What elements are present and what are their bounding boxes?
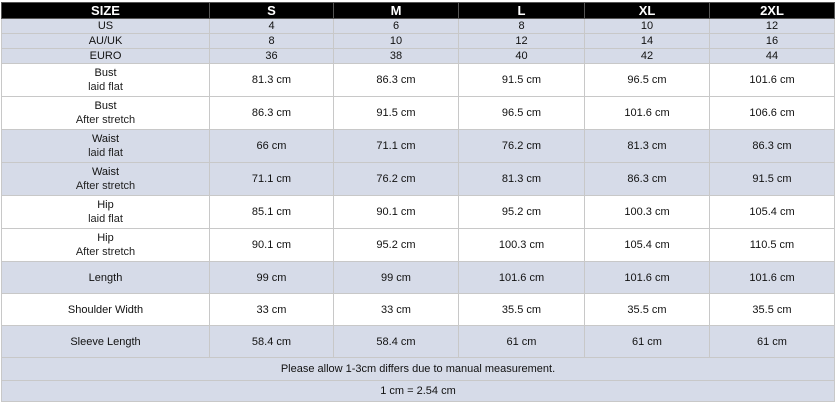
table-cell: 35.5 cm — [710, 294, 835, 326]
table-cell: 36 — [210, 49, 334, 64]
table-cell: 90.1 cm — [210, 229, 334, 262]
header-size: SIZE — [2, 3, 210, 19]
table-cell: 42 — [585, 49, 710, 64]
table-cell: 85.1 cm — [210, 196, 334, 229]
table-cell: 90.1 cm — [334, 196, 459, 229]
table-cell: 76.2 cm — [334, 163, 459, 196]
row-label-sub: laid flat — [88, 81, 123, 93]
table-row — [2, 326, 835, 358]
table-row — [2, 196, 835, 229]
table-cell: 91.5 cm — [459, 64, 585, 97]
header-2xl: 2XL — [710, 3, 835, 19]
table-cell: 96.5 cm — [585, 64, 710, 97]
table-cell: 86.3 cm — [585, 163, 710, 196]
row-label-main: Bust — [94, 100, 117, 112]
table-cell: 106.6 cm — [710, 97, 835, 130]
table-row — [2, 34, 835, 49]
table-cell: 61 cm — [459, 326, 585, 358]
table-cell: 35.5 cm — [459, 294, 585, 326]
row-label-main: EURO — [89, 50, 122, 62]
table-cell: 101.6 cm — [710, 262, 835, 294]
size-table — [1, 2, 835, 402]
table-cell: 86.3 cm — [710, 130, 835, 163]
row-label — [2, 19, 210, 34]
row-label-main: Hip — [97, 232, 114, 244]
table-cell: 71.1 cm — [210, 163, 334, 196]
table-cell: 101.6 cm — [585, 262, 710, 294]
table-row — [2, 97, 835, 130]
row-label — [2, 196, 210, 229]
row-label-main: Hip — [97, 199, 114, 211]
table-cell: 10 — [585, 19, 710, 34]
row-label — [2, 34, 210, 49]
row-label-main: Sleeve Length — [70, 335, 141, 348]
table-cell: 105.4 cm — [585, 229, 710, 262]
row-label-sub: After stretch — [75, 246, 136, 258]
table-row — [2, 19, 835, 34]
table-cell: 61 cm — [585, 326, 710, 358]
table-row — [2, 262, 835, 294]
table-cell: 10 — [334, 34, 459, 49]
row-label-sub: After stretch — [75, 180, 136, 192]
header-m: M — [334, 3, 459, 19]
table-row — [2, 294, 835, 326]
table-cell: 35.5 cm — [585, 294, 710, 326]
table-cell: 99 cm — [210, 262, 334, 294]
table-cell: 38 — [334, 49, 459, 64]
row-label-sub: laid flat — [88, 213, 123, 225]
table-cell: 96.5 cm — [459, 97, 585, 130]
table-cell: 81.3 cm — [459, 163, 585, 196]
row-label — [2, 294, 210, 326]
table-cell: 58.4 cm — [210, 326, 334, 358]
row-label — [2, 163, 210, 196]
table-cell: 76.2 cm — [459, 130, 585, 163]
table-cell: 100.3 cm — [459, 229, 585, 262]
table-row — [2, 229, 835, 262]
table-cell: 8 — [459, 19, 585, 34]
table-cell: 66 cm — [210, 130, 334, 163]
row-label — [2, 130, 210, 163]
row-label — [2, 64, 210, 97]
table-cell: 12 — [710, 19, 835, 34]
table-cell: 91.5 cm — [334, 97, 459, 130]
table-cell: 101.6 cm — [710, 64, 835, 97]
row-label-main: Waist — [91, 133, 120, 145]
row-label-main: AU/UK — [88, 35, 123, 47]
table-cell: 81.3 cm — [585, 130, 710, 163]
measurement-note: Please allow 1-3cm differs due to manual measurement. — [2, 358, 835, 381]
table-cell: 8 — [210, 34, 334, 49]
row-label-main: Length — [88, 271, 123, 284]
table-cell: 86.3 cm — [334, 64, 459, 97]
row-label — [2, 97, 210, 130]
table-cell: 81.3 cm — [210, 64, 334, 97]
table-cell: 86.3 cm — [210, 97, 334, 130]
table-row — [2, 64, 835, 97]
row-label-sub: laid flat — [88, 147, 123, 159]
table-cell: 6 — [334, 19, 459, 34]
table-cell: 95.2 cm — [459, 196, 585, 229]
row-label-main: Shoulder Width — [67, 303, 144, 316]
row-label — [2, 262, 210, 294]
table-cell: 71.1 cm — [334, 130, 459, 163]
row-label — [2, 49, 210, 64]
table-cell: 95.2 cm — [334, 229, 459, 262]
table-cell: 100.3 cm — [585, 196, 710, 229]
note-row — [2, 358, 835, 381]
header-row — [2, 3, 835, 19]
row-label-main: Waist — [91, 166, 120, 178]
table-cell: 58.4 cm — [334, 326, 459, 358]
row-label-main: US — [97, 20, 114, 32]
header-l: L — [459, 3, 585, 19]
conversion-note: 1 cm = 2.54 cm — [2, 381, 835, 402]
table-row — [2, 130, 835, 163]
table-cell: 14 — [585, 34, 710, 49]
table-cell: 101.6 cm — [585, 97, 710, 130]
table-cell: 12 — [459, 34, 585, 49]
table-row — [2, 49, 835, 64]
row-label-main: Bust — [94, 67, 117, 79]
row-label — [2, 229, 210, 262]
table-cell: 110.5 cm — [710, 229, 835, 262]
table-cell: 91.5 cm — [710, 163, 835, 196]
table-cell: 44 — [710, 49, 835, 64]
table-body — [2, 19, 835, 358]
row-label — [2, 326, 210, 358]
header-s: S — [210, 3, 334, 19]
table-cell: 61 cm — [710, 326, 835, 358]
conversion-row — [2, 381, 835, 402]
table-cell: 33 cm — [334, 294, 459, 326]
header-xl: XL — [585, 3, 710, 19]
table-cell: 16 — [710, 34, 835, 49]
row-label-sub: After stretch — [75, 114, 136, 126]
table-cell: 99 cm — [334, 262, 459, 294]
table-cell: 105.4 cm — [710, 196, 835, 229]
table-row — [2, 163, 835, 196]
table-cell: 33 cm — [210, 294, 334, 326]
table-cell: 40 — [459, 49, 585, 64]
table-cell: 4 — [210, 19, 334, 34]
table-cell: 101.6 cm — [459, 262, 585, 294]
